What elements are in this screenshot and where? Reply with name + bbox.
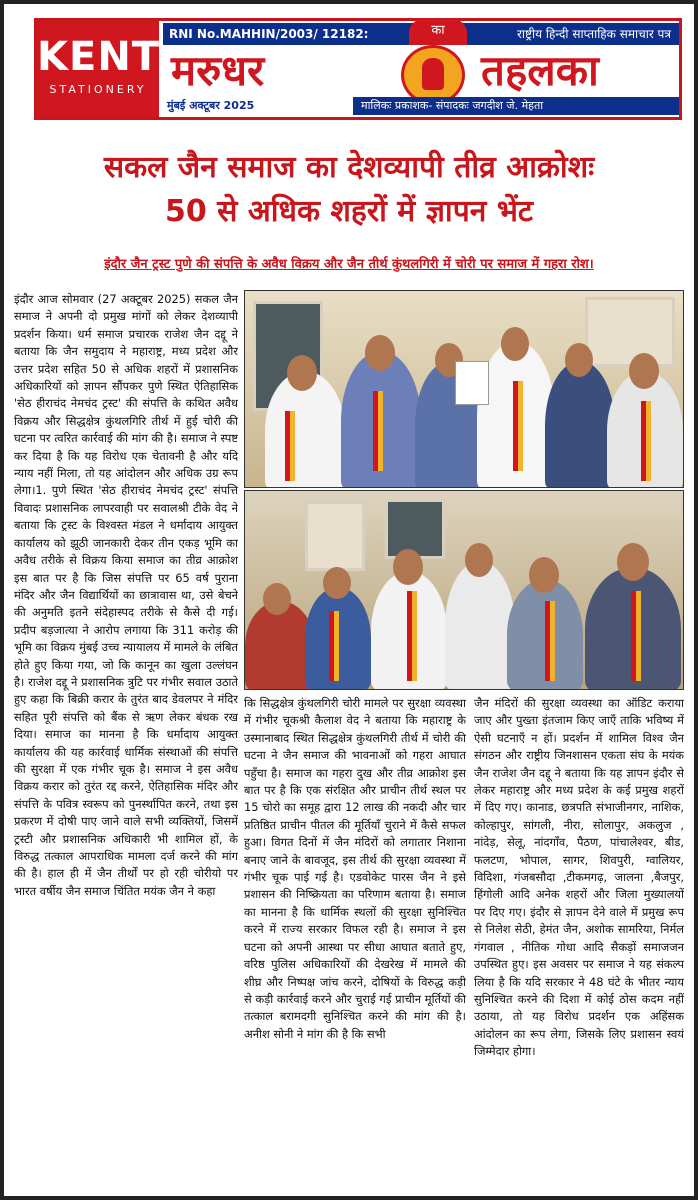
protest-photo-2 (244, 490, 684, 690)
paper-name-left: मरुधर (171, 46, 265, 95)
rni-number: RNI No.MAHHIN/2003/ 12182: (169, 27, 369, 41)
memorandum-paper (455, 361, 489, 405)
masthead-bottom-bar (163, 97, 679, 115)
article-column-2: कि सिद्धक्षेत्र कुंथलगिरी चोरी मामले पर सुरक्षा व्यवस्था में गंभीर चूकश्री कैलाश वेद ने बताया कि महाराष्ट्र के उस्मानाबाद स्थित सिद्धक्षेत्र कुंथलगिरी तीर्थ में चोरी की घटना ने जैन समाज की भावनाओं को गहरा आघात पहुँचा है। समाज का गहरा दुख और तीव्र आक्रोश इस बात पर है कि एक संरक्षित और प्राचीन तीर्थ स्थल पर 15 चोरो का समूह द्वारा 12 लाख की नकदी और चार प्रतिष्ठित प्राचीन पीतल की मूर्तियाँ चुराने में कैसे सफल हुआ। विगत दिनों में जैन मंदिरों को लगातार निशाना बनाए जाने के बावजूद, इस तीर्थ की सुरक्षा व्यवस्था में गंभीर चूक पाई गई है। एडवोकेट पारस जैन ने इसे प्रशासन की निष्क्रियता का परिणाम बताया है। समाज का मानना है कि धार्मिक स्थलों की सुरक्षा सुनिश्चित करने में राज्य सरकार विफल रही है। समाज ने इस घटना को अपनी आस्था पर सीधा आघात बताते हुए, वरिष्ठ पुलिस अधिकारियों की देखरेख में मामले की शीघ्र और निष्पक्ष जांच करने, दोषियों के विरुद्ध कड़ी से कड़ी कार्रवाई करने और चुराई गई प्राचीन मूर्तियों की तत्काल बरामदगी सुनिश्चित करने की मांग की है। अनीश सोनी ने मांग की है कि सभी (244, 696, 466, 1041)
owner-line: मालिकः प्रकाशक- संपादकः जगदीश जे. मेहता (353, 97, 679, 115)
ka-badge: का (409, 19, 467, 45)
ahimsa-hand-icon (401, 45, 465, 105)
paper-logo (163, 45, 679, 97)
headline (14, 146, 684, 234)
article-column-1: इंदौर आज सोमवार (27 अक्टूबर 2025) सकल जैन समाज ने अपनी दो प्रमुख मांगों को लेकर देशव्यापी प्रदर्शन किया। धर्म समाज प्रचारक राजेश जैन दद्दू ने बताया कि जैन समुदाय ने महाराष्ट्र, मध्य प्रदेश और उत्तर प्रदेश सहित 50 से अधिक शहरों में प्रशासनिक अधिकारियों को ज्ञापन सौंपकर पुणे स्थित ऐतिहासिक 'सेठ हीराचंद नेमचंद ट्रस्ट' की संपत्ति के कथित अवैध विक्रय और सिद्धक्षेत्र कुंथलगिरि तीर्थ में हुई चोरी की घटना पर त्वरित कार्रवाई की मांग की है। समाज ने स्पष्ट कर दिया है कि यह विरोध एक चेतावनी है और यदि न्याय नहीं मिला, तो यह आंदोलन और अधिक उग्र रूप लेगा।1. पुणे स्थित 'सेठ हीराचंद नेमचंद ट्रस्ट' संपत्ति विवादः प्रशासनिक लापरवाही पर सवालश्री टीके वेद ने बताया कि ट्रस्ट के विश्वस्त मंडल ने धर्मादाय आयुक्त कार्यालय को झूठी जानकारी देकर तीन एकड़ भूमि का अवैध तरीके से विक्रय किया समाज का तीव्र आक्रोश इस बात पर है कि जिस संपत्ति पर 65 वर्ष पुराना मंदिर और जैन विद्यार्थियों का छात्रावास था, उसे बेचने की अनुमति इतने संदेहास्पद तरीके से कैसे दी गई। प्रदीप बड़जात्या ने आरोप लगाया कि 311 करोड़ की भूमि का विक्रय मुंबई उच्च न्यायालय में मामले के लंबित होते हुए किया गया, जो कि कानून का खुला उल्लंघन है। राजेश दद्दू ने प्रशासनिक त्रुटि पर गंभीर सवाल उठाते हुए कहा कि बिक्री करार के तुरंत बाद डेवलपर ने मंदिर सहित पूरी संपत्ति को बैंक से ऋण लेकर बंधक रख दिया। समाज का मानना है कि धर्मादाय आयुक्त कार्यालय की यह कार्रवाई धार्मिक संस्थाओं की संपत्ति की सुरक्षा में एक गंभीर चूक है। समाज ने इस अवैध विक्रय करार को तुरंत रद्द करने, ऐतिहासिक मंदिर और संपत्ति के पवित्र स्वरूप को पुनर्स्थापित करने, तथा इस प्रकरण में दोषी पाए जाने वाले सभी व्यक्तियों, जिसमें ट्रस्टी और प्रशासनिक अधिकारी भी शामिल हों, के विरुद्ध तत्काल आपराधिक मामला दर्ज करने की मांग की है। हाल ही में जैन तीर्थों पर हो रही चोरीयो पर भारत वर्षीय जैन समाज चिंतित मयंक जैन ने कहा (14, 292, 238, 898)
headline-line-1: सकल जैन समाज का देशव्यापी तीव्र आक्रोशः (103, 150, 595, 185)
paper-tagline: राष्ट्रीय हिन्दी साप्ताहिक समाचार पत्र (516, 27, 671, 41)
sponsor-sub: STATIONERY (49, 83, 147, 96)
headline-line-2: 50 से अधिक शहरों में ज्ञापन भेंट (164, 194, 534, 229)
sponsor-brand: KENT (37, 34, 161, 80)
article-column-3: जैन मंदिरों की सुरक्षा व्यवस्था का ऑडिट कराया जाए और पुख्ता इंतजाम किए जाएँ ताकि भविष्य में ऐसी घटनाएँ न हों। प्रदर्शन में शामिल विश्व जैन संगठन और राष्ट्रीय जिनशासन एकता संघ के मयंक जैन राजेश जैन दद्दू ने बताया कि यह ज्ञापन इंदौर से लेकर महाराष्ट्र और मध्य प्रदेश के कई प्रमुख शहरों में दिए गए। कानाड, छत्रपति संभाजीनगर, नाशिक, कोल्हापुर, सांगली, नीरा, सोलापुर, अकलुज , नांदेड़, सेलू, नांदगाँव, पैठण, पांचालेश्वर, बीड, फलटण, भोपाल, सागर, शिवपुरी, ग्वालियर, विदिशा, गंजबसौदा ,टीकमगढ़, जालना ,बैजपुर, हिंगोली आदि अनेक शहरों और जिला मुख्यालयों पर दिए गए। इंदौर से ज्ञापन देने वाले में प्रमुख रूप से निलेश सेठी, हेमंत जैन, अशोक सामरिया, निर्मल गंगवाल , नीतिक गोधा आदि सैकड़ों समाजजन उपस्थित हुए। इस अवसर पर समाज ने यह संकल्प लिया है कि यदि सरकार ने 48 घंटे के भीतर न्याय सुनिश्चित करने की दिशा में कोई ठोस कदम नहीं उठाया, तो यह विरोध प्रदर्शन एक अहिंसक आंदोलन का रूप लेगा, जिसके लिए प्रशासन स्वयं जिम्मेदार होगा। (474, 696, 684, 1059)
issue-date: मुंबई अक्टूबर 2025 (167, 99, 255, 112)
protest-photo-1 (244, 290, 684, 488)
sponsor-logo (37, 21, 159, 117)
paper-name-right: तहलका (481, 46, 599, 95)
masthead (34, 18, 682, 120)
subheadline: इंदौर जैन ट्रस्ट पुणे की संपत्ति के अवैध विक्रय और जैन तीर्थ कुंथलगिरी में चोरी पर समाज में गहरा रोश। (104, 257, 594, 272)
